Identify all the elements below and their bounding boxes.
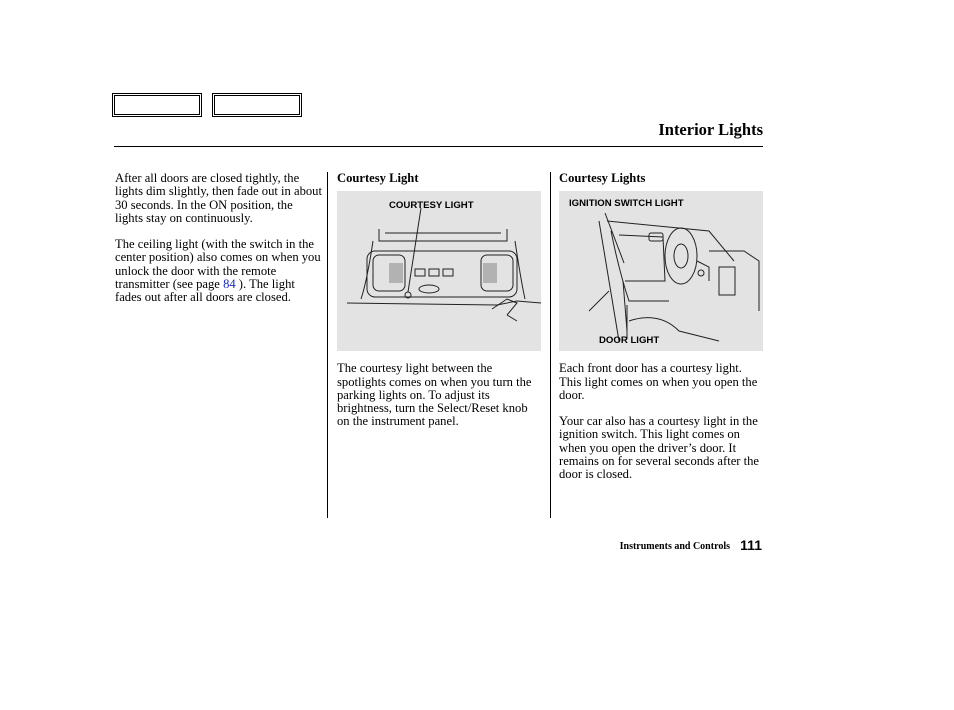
figure-label: DOOR LIGHT	[599, 335, 660, 347]
body-text: The ceiling light (with the switch in the center position) also comes on when you unlock the door with the remote transmitter (see page	[115, 237, 321, 292]
footer-section-name: Instruments and Controls	[619, 541, 730, 552]
body-paragraph	[115, 238, 323, 304]
body-text: ). The light fades out after all doors are closed.	[115, 277, 295, 305]
body-paragraph: The courtesy light between the spotlights comes on when you turn the parking lights on. To adjust its brightness, turn the Select/Reset knob on the instrument panel.	[337, 361, 532, 429]
figure-label: IGNITION SWITCH LIGHT	[569, 198, 684, 210]
page-link[interactable]: 84	[223, 277, 236, 292]
ceiling-console-illustration	[337, 191, 541, 351]
page-title: Interior Lights	[658, 120, 763, 139]
nav-button-next[interactable]	[212, 93, 302, 117]
nav-button-previous[interactable]	[112, 93, 202, 117]
body-paragraph: Your car also has a courtesy light in the ignition switch. This light comes on when you open the driver’s door. It remains on for several seconds after the door is closed.	[559, 414, 760, 482]
body-paragraph: Each front door has a courtesy light. This light comes on when you open the door.	[559, 361, 758, 402]
column-divider	[550, 172, 551, 518]
title-rule	[114, 146, 763, 147]
left-column	[115, 172, 323, 318]
figure-label: COURTESY LIGHT	[389, 200, 474, 212]
right-column	[559, 172, 763, 495]
page-number: 111	[740, 537, 762, 553]
courtesy-light-figure	[337, 191, 541, 351]
courtesy-lights-figure	[559, 191, 763, 351]
body-paragraph: After all doors are closed tightly, the lights dim slightly, then fade out in about 30 seconds. In the ON position, the lights stay on continuously.	[115, 171, 322, 225]
middle-column	[337, 172, 543, 442]
section-heading: Courtesy Lights	[559, 171, 646, 185]
door-interior-illustration	[559, 191, 763, 351]
column-divider	[327, 172, 328, 518]
section-heading: Courtesy Light	[337, 171, 419, 185]
